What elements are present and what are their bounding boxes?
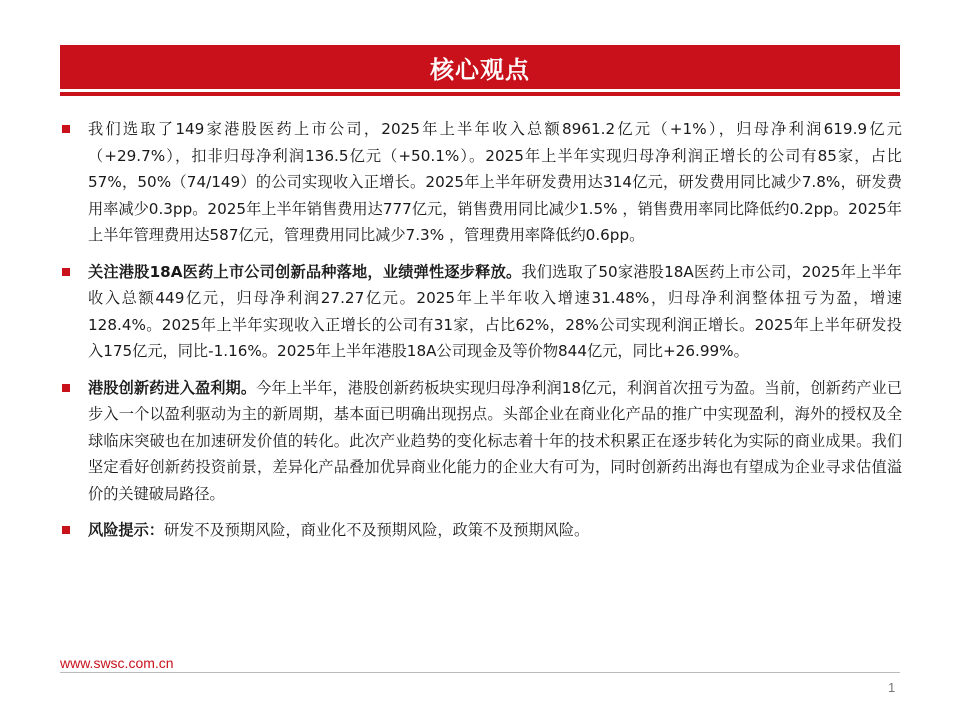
bullet-item-1 — [60, 116, 902, 249]
bullet-item-4 — [60, 517, 902, 544]
page-number: 1 — [888, 680, 896, 695]
bullet-lead: 风险提示： — [88, 521, 164, 539]
bullet-text: 我们选取了50家港股18A医药上市公司，2025年上半年收入总额449亿元，归母净利润27.27亿元。2025年上半年收入增速31.48%，归母净利润整体扭亏为盈，增速128.4%。2025年上半年实现收入正增长的公司有31家，占比62%，28%公司实现利润正增长。2025年上半年研发投入175亿元，同比-1.16%。2025年上半年港股18A公司现金及等价物844亿元，同比+26.99%。 — [88, 262, 902, 360]
bullet-lead: 关注港股18A医药上市公司创新品种落地，业绩弹性逐步释放。 — [88, 262, 522, 281]
bullet-text: 研发不及预期风险，商业化不及预期风险，政策不及预期风险。 — [163, 521, 590, 539]
bullet-item-2 — [60, 259, 902, 365]
square-bullet-icon — [62, 526, 70, 534]
page-title: 核心观点 — [430, 55, 530, 84]
square-bullet-icon — [62, 125, 70, 133]
bullet-item-3 — [60, 375, 902, 508]
content-body — [60, 116, 902, 554]
bullet-lead: 港股创新药进入盈利期。 — [88, 378, 257, 397]
title-banner — [60, 45, 900, 89]
footer-divider — [60, 672, 900, 673]
square-bullet-icon — [62, 384, 70, 392]
bullet-text: 今年上半年，港股创新药板块实现归母净利润18亿元，利润首次扭亏为盈。当前，创新药产业已步入一个以盈利驱动为主的新周期，基本面已明确出现拐点。头部企业在商业化产品的推广中实现盈利，海外的授权及全球临床突破也在加速研发价值的转化。此次产业趋势的变化标志着十年的技术积累正在逐步转化为实际的商业成果。我们坚定看好创新药投资前景，差异化产品叠加优异商业化能力的企业大有可为，同时创新药出海也有望成为企业寻求估值溢价的关键破局路径。 — [88, 378, 903, 503]
square-bullet-icon — [62, 268, 70, 276]
footer-website-link[interactable]: www.swsc.com.cn — [60, 655, 174, 671]
bullet-text: 我们选取了149家港股医药上市公司，2025年上半年收入总额8961.2亿元（+1%），归母净利润619.9亿元（+29.7%），扣非归母净利润136.5亿元（+50.1%）。2025年上半年实现归母净利润正增长的公司有85家，占比57%，50%（74/149）的公司实现收入正增长。2025年上半年研发费用达314亿元，研发费用同比减少7.8%，研发费用率减少0.3pp。2025年上半年销售费用达777亿元，销售费用同比减少1.5% ，销售费用率同比降低约0.2pp。2025年上半年管理费用达587亿元，管理费用同比减少7.3% ，管理费用率降低约0.6pp。 — [88, 120, 902, 244]
title-underline — [60, 92, 900, 96]
